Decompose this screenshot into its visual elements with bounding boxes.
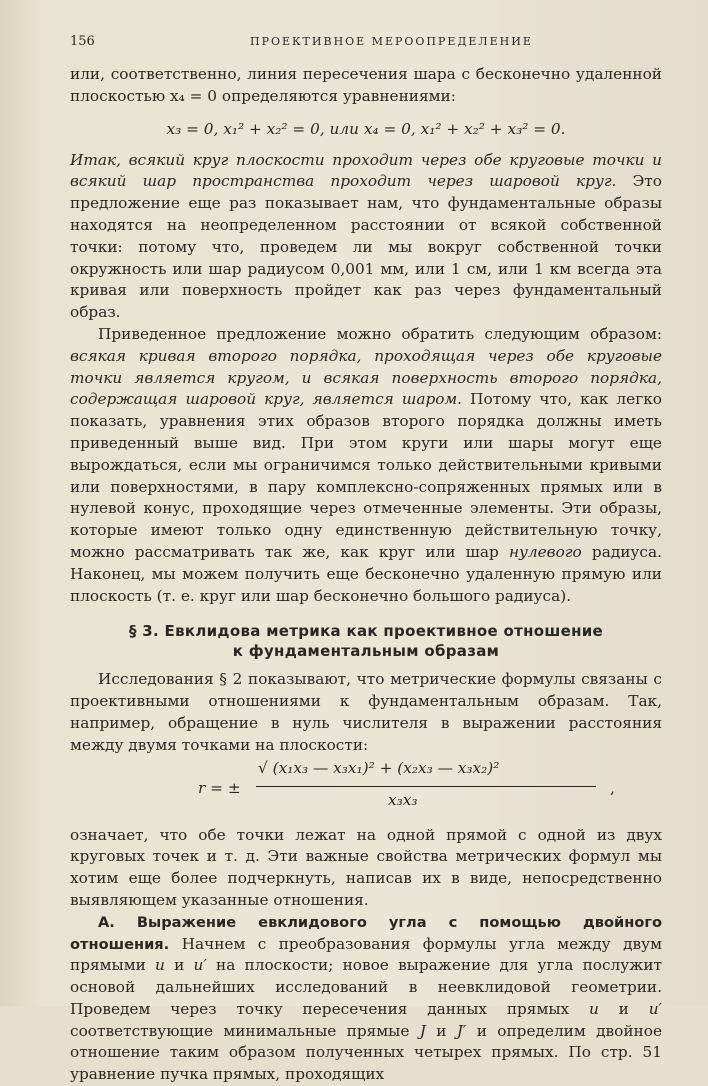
paragraph-2-italic: Итак, всякий круг плоскости проходит через обе круговые точки и всякий шар пространства проходит через шаровой круг. bbox=[70, 150, 662, 191]
paragraph-3-italic-2: нулевого bbox=[508, 542, 582, 561]
paragraph-6-mid-2: соответствующие минимальные прямые bbox=[70, 1021, 420, 1040]
paragraph-6-mid: на плоскости; новое выражение для угла послужит основой дальнейших исследований в неевклидовой геометрии. Проведем через точку пересечения данных прямых bbox=[70, 956, 663, 1018]
var-u: u bbox=[155, 956, 165, 975]
formula-circle-equations: x₃ = 0, x₁² + x₂² = 0, или x₄ = 0, x₁² + x₂² + x₃² = 0. bbox=[166, 119, 566, 138]
distance-formula-denominator: x₃x₃ bbox=[388, 790, 418, 809]
section-heading-line-1: § 3. Евклидова метрика как проективное отношение bbox=[128, 622, 604, 641]
var-J-prime: J′ bbox=[456, 1021, 467, 1040]
var-u-prime: u′ bbox=[193, 956, 207, 975]
paragraph-6-end: и определим двойное отношение таким образом полученных четырех прямых. По стр. 51 уравнение пучка прямых, проходящих bbox=[70, 1021, 663, 1084]
paragraph-3-italic: всякая кривая второго порядка, проходящая через обе круговые точки является кругом, и всякая поверхность второго порядка, содержащая шаровой круг, является шаром. bbox=[70, 346, 662, 409]
paragraph-3-mid: Потому что, как легко показать, уравнения этих образов второго порядка должны иметь приведенный выше вид. При этом круги или шары могут еще вырождаться, если мы ограничимся только действительными кривыми или поверхностями, в пару комплексно-сопряженных прямых или в нулевой конус, проходящие через отмеченные элементы. Эти образы, которые имеют только одну единственную действительную точку, можно рассматривать так же, как круг или шар bbox=[70, 390, 662, 561]
distance-formula-numerator: √ (x₁x₃ — x₃x₁)² + (x₂x₃ — x₃x₂)² bbox=[258, 758, 500, 777]
conj: и bbox=[164, 956, 194, 975]
paragraph-3-start: Приведенное предложение можно обратить следующим образом: bbox=[98, 324, 662, 343]
subsection-lead: А. Выражение евклидового угла с помощью двойного отношения. bbox=[70, 913, 662, 953]
paragraph-3 bbox=[70, 324, 662, 607]
distance-formula-comma: , bbox=[610, 778, 615, 797]
page-number: 156 bbox=[70, 34, 95, 49]
paragraph-1: или, соответственно, линия пересечения шара с бесконечно удаленной плоскостью x₄ = 0 определяются уравнениями: bbox=[70, 65, 662, 105]
running-head bbox=[70, 34, 662, 64]
distance-formula-lhs: r = ± bbox=[198, 778, 241, 797]
var-u-2: u bbox=[588, 999, 599, 1018]
paragraph-2-rest: Это предложение еще раз показывает нам, что фундаментальные образы находятся на неопределенном расстоянии от всякой собственной точки: потому что, проведем ли мы вокруг собственной точки окружность или шар радиусом 0,001 мм, или 1 см, или 1 км всегда эта кривая или поверхность пройдет как раз через фундаментальный образ. bbox=[70, 172, 662, 322]
var-J: J bbox=[419, 1021, 426, 1040]
paragraph-4: Исследования § 2 показывают, что метрические формулы связаны с проективными отношениями к фундаментальным образам. Так, например, обращение в нуль числителя в выражении расстояния между двумя точками на плоскости: bbox=[70, 670, 662, 754]
conj-3: и bbox=[425, 1021, 457, 1040]
paragraph-3-end: радиуса. Наконец, мы можем получить еще бесконечно удаленную прямую или плоскость (т. е. круг или шар бесконечно большого радиуса). bbox=[70, 542, 662, 605]
var-u-prime-2: u′ bbox=[648, 999, 663, 1018]
fraction-bar bbox=[256, 786, 596, 787]
paragraph-5: означает, что обе точки лежат на одной прямой с одной из двух круговых точек и т. д. Эти важные свойства метрических формул мы хотим еще более подчеркнуть, написав их в виде, непосредственно выявляющем указанные отношения. bbox=[70, 825, 662, 909]
paragraph-2 bbox=[70, 150, 662, 324]
section-heading-line-2: к фундаментальным образам bbox=[232, 642, 500, 661]
distance-formula bbox=[70, 759, 662, 823]
section-heading bbox=[70, 621, 662, 661]
conj-2: и bbox=[598, 999, 649, 1018]
paragraph-6-start: Начнем с преобразования формулы угла между двум прямыми bbox=[70, 934, 662, 975]
paragraph-6 bbox=[70, 912, 662, 1086]
running-title: ПРОЕКТИВНОЕ МЕРООПРЕДЕЛЕНИЕ bbox=[250, 35, 533, 48]
